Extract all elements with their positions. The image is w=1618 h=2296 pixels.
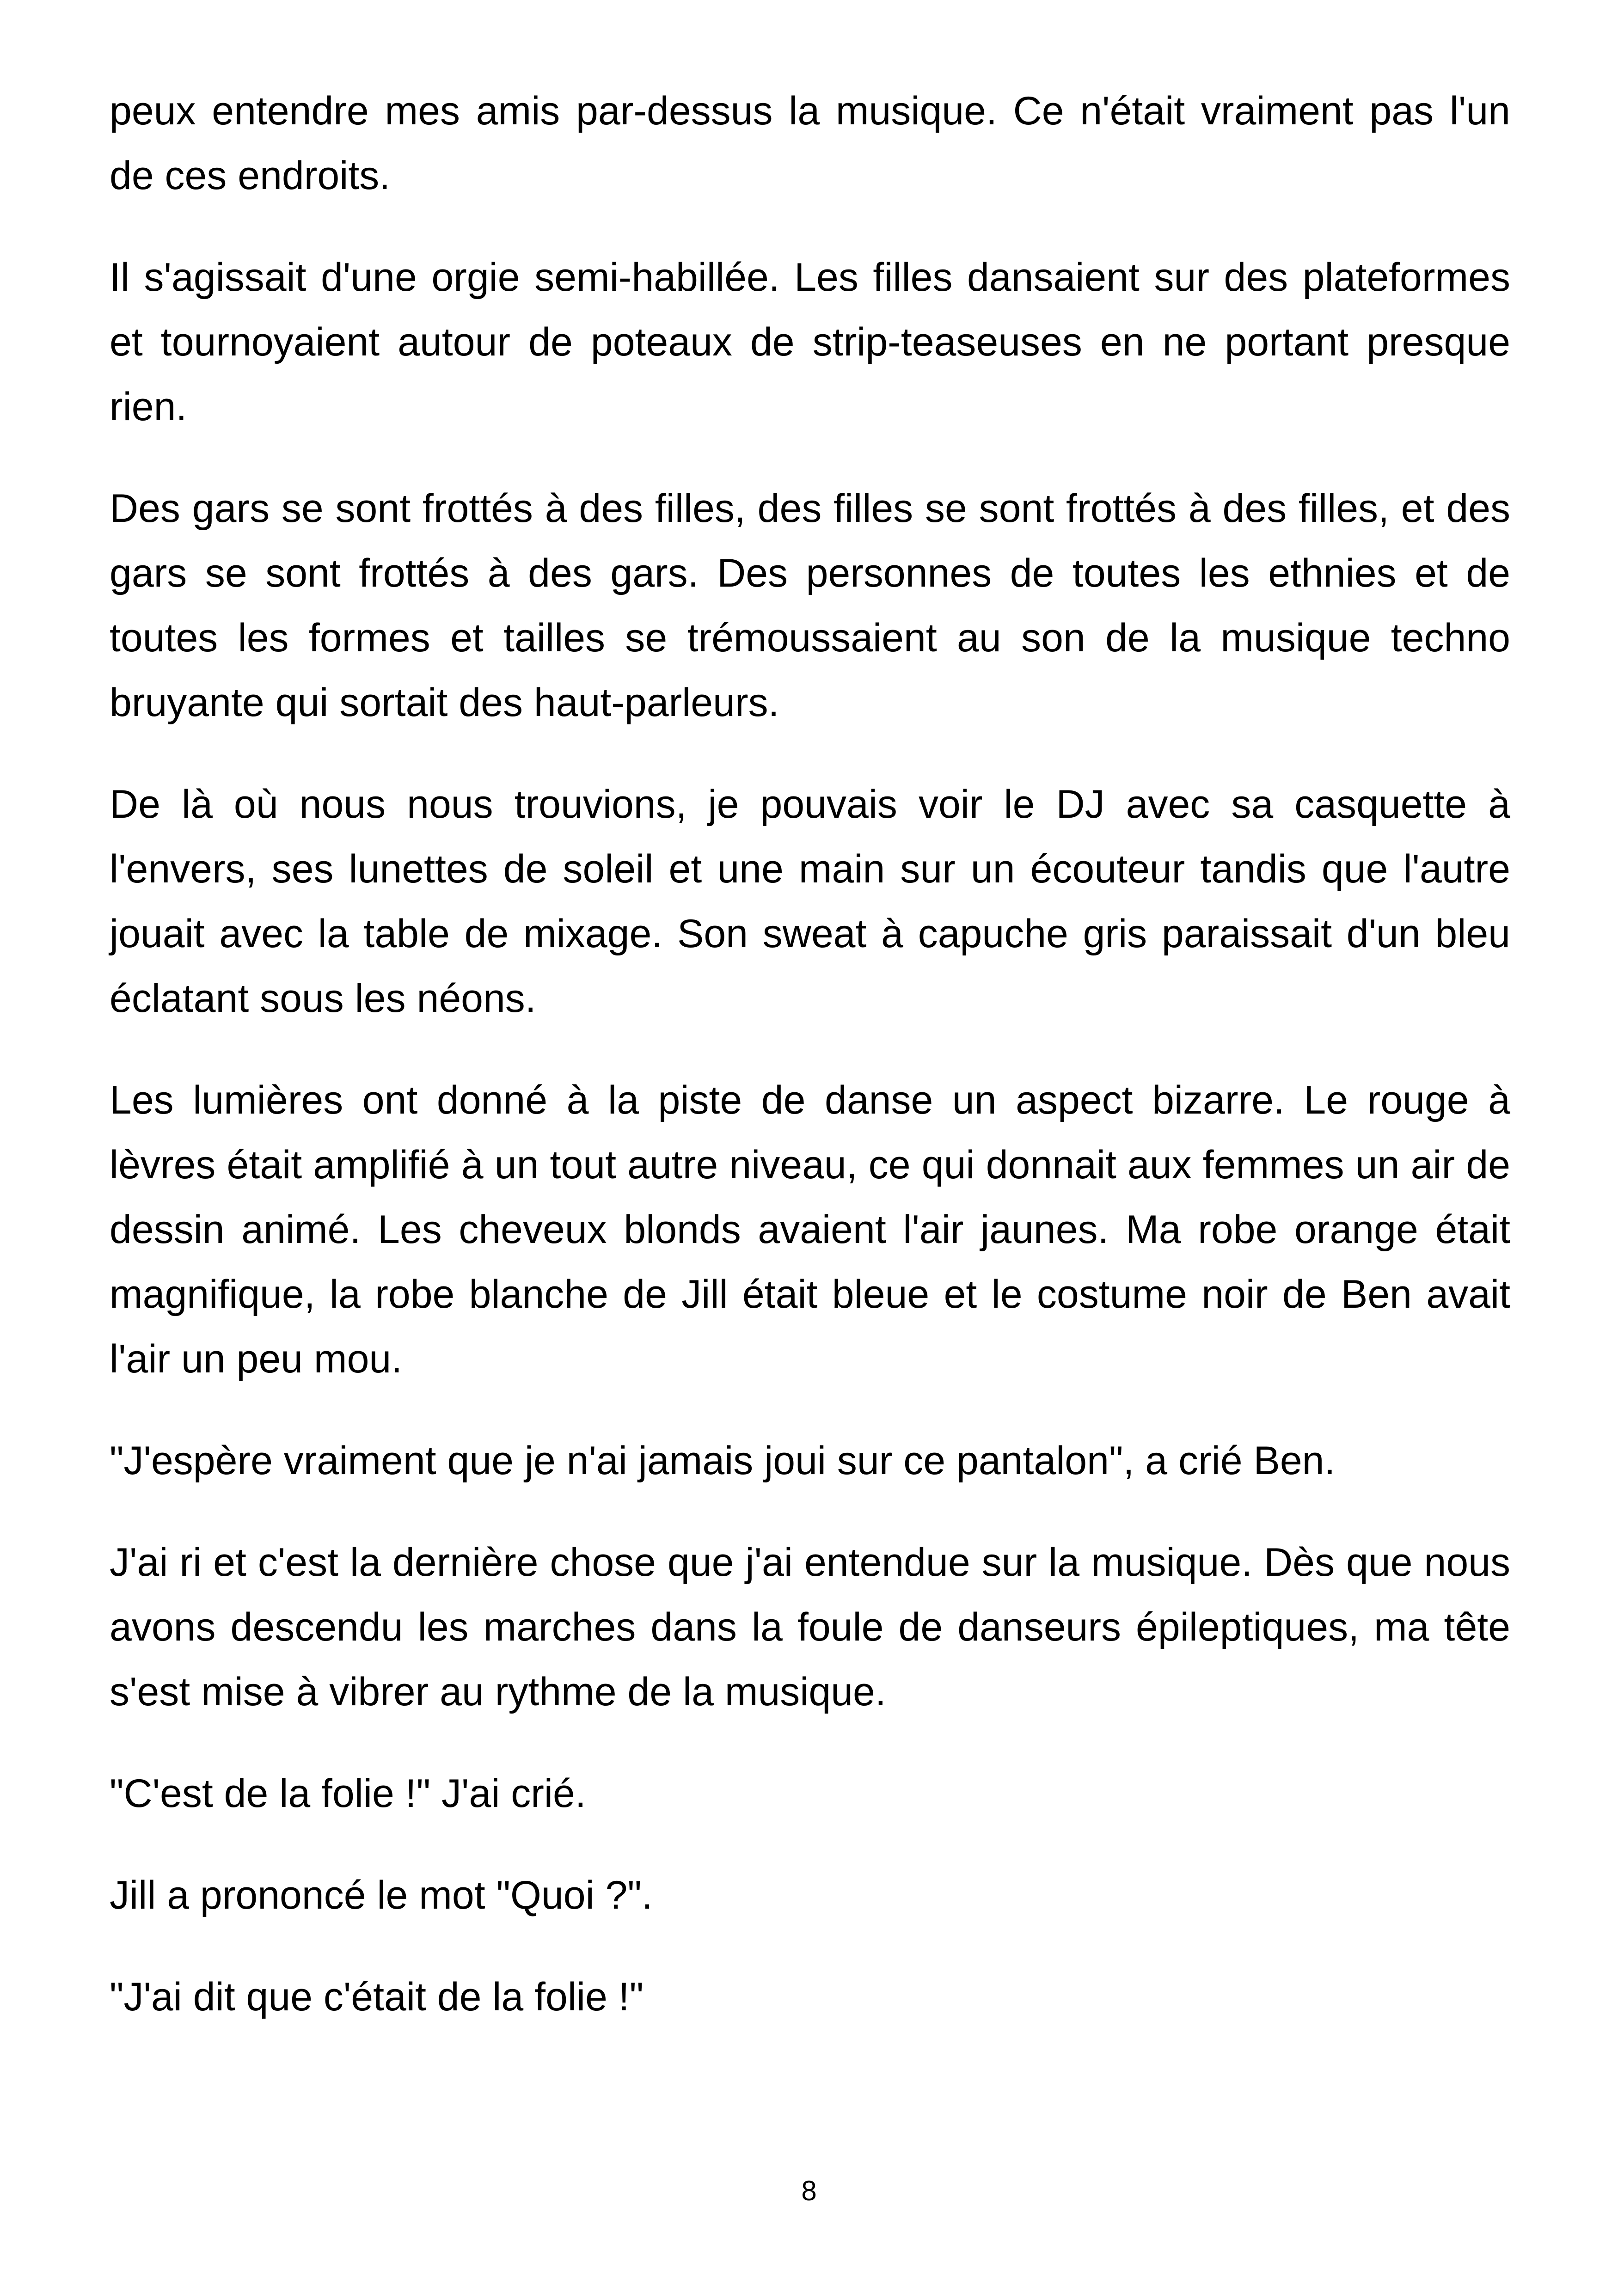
paragraph-4: De là où nous nous trouvions, je pouvais voir le DJ avec sa casquette à l'envers, ses lunettes de soleil et une main sur un écouteur tandis que l'autre jouait avec la table de mixage. Son sweat à capuche gris paraissait d'un bleu éclatant sous les néons. [110,782,1510,1021]
paragraph-2: Il s'agissait d'une orgie semi-habillée. Les filles dansaient sur des plateformes et tournoyaient autour de poteaux de strip-teaseuses en ne portant presque rien. [110,255,1510,429]
paragraph-8: "C'est de la folie !" J'ai crié. [110,1771,586,1816]
paragraph-5: Les lumières ont donné à la piste de danse un aspect bizarre. Le rouge à lèvres était amplifié à un tout autre niveau, ce qui donnait aux femmes un air de dessin animé. Les cheveux blonds avaient l'air jaunes. Ma robe orange était magnifique, la robe blanche de Jill était bleue et le costume noir de Ben avait l'air un peu mou. [110,1078,1510,1381]
paragraph-10: "J'ai dit que c'était de la folie !" [110,1975,644,2019]
paragraph-7: J'ai ri et c'est la dernière chose que j'ai entendue sur la musique. Dès que nous avons descendu les marches dans la foule de danseurs épileptiques, ma tête s'est mise à vibrer au rythme de la musique. [110,1540,1510,1714]
body-text [110,79,1510,2066]
paragraph-3: Des gars se sont frottés à des filles, des filles se sont frottés à des filles, et des gars se sont frottés à des gars. Des personnes de toutes les ethnies et de toutes les formes et tailles se trémoussaient au son de la musique techno bruyante qui sortait des haut-parleurs. [110,486,1510,725]
paragraph-1: peux entendre mes amis par-dessus la musique. Ce n'était vraiment pas l'un de ces endroits. [110,89,1510,198]
paragraph-6: "J'espère vraiment que je n'ai jamais joui sur ce pantalon", a crié Ben. [110,1439,1336,1483]
paragraph-9: Jill a prononcé le mot "Quoi ?". [110,1873,653,1917]
page-number: 8 [801,2175,817,2206]
